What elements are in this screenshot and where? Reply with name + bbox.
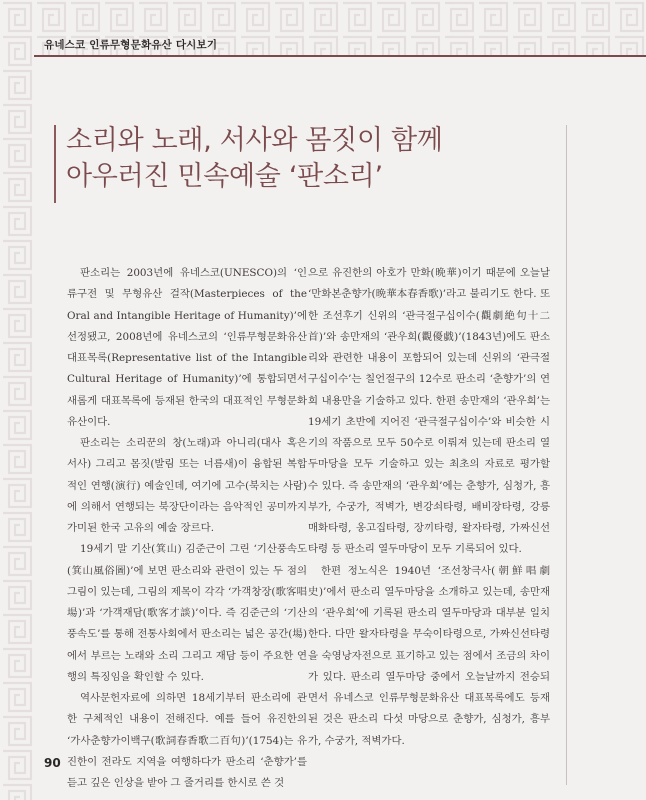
body-column-left	[67, 263, 307, 794]
body-paragraph: 판소리는 2003년에 유네스코(UNESCO)의 ‘인류구전 및 무형유산 걸작(Masterpieces of the Oral and Intangible Heritage of Humanity)’에 선정됐고, 2008년에 유네스코의 ‘인류무형문화유산 대표목록(Representative list of the Intangible Cultural Heritage of Humanity)’에 통합되면서 새롭게 대표목록에 등재된 한국의 대표적인 무형문화유산이다.	[67, 267, 307, 428]
article-title-line-1: 소리와 노래, 서사와 몸짓이 함께	[66, 125, 443, 156]
body-paragraph: 으로 유진한의 아호가 만화(晩華)이기 때문에 오늘날 ‘만화본춘향가(晩華本春香歌)’라고 불리기도 한다. 또한 조선후기 신위의 ‘관극절구십이수(觀劇絶句十二首)’와 송만재의 ‘관우희(觀優戱)’(1843년)에도 판소리와 관련한 내용이 포함되어 있는데 신위의 ‘관극절구십이수’는 칠언절구의 12수로 판소리 ‘춘향가’의 연희 내용만을 기술하고 있다. 한편 송만재의 ‘관우희’는 19세기 초반에 지어진 ‘관극절구십이수’와 비슷한 시기의 작품으로 모두 50수로 이뤄져 있는데 판소리 열두마당을 모두 기술하고 있는 최초의 자료로 평가할 수 있다. 즉 송만재의 ‘관우희’에는 춘향가, 심청가, 흥부가, 수궁가, 적벽가, 변강쇠타령, 배비장타령, 강릉매화타령, 옹고집타령, 장끼타령, 왈자타령, 가짜신선타령 등 판소리 열두마당이 모두 기록되어 있다.	[308, 267, 550, 556]
header-rule	[34, 55, 646, 57]
running-head: 유네스코 인류무형문화유산 다시보기	[44, 39, 218, 51]
column-frame-line	[566, 125, 567, 785]
body-column-right	[308, 263, 550, 752]
body-paragraph: 판소리는 소리꾼의 창(노래)과 아니리(대사 혹은 서사) 그리고 몸짓(발림 또는 너름새)이 융합된 복합적인 연행(演行) 예술인데, 여기에 고수(북치는 사람)에 의해서 연행되는 북장단이라는 음악적인 공미까지 가미된 한국 고유의 예술 장르다.	[67, 437, 307, 534]
body-paragraph: 한편 정노식은 1940년 ‘조선창극사(朝鮮唱劇史)’에서 판소리 열두마당을 소개하고 있는데, 송만재의 ‘관우희’에 기록된 판소리 열두마당과 대부분 일치한다. 다만 왈자타령을 무숙이타령으로, 가짜신선타령을 숙영낭자전으로 표기하고 있는 점에서 조금의 차이가 있다. 판소리 열두마당 중에서 오늘날까지 전승되면서 유네스코 인류무형문화유산 대표목록에도 등재된 것은 판소리 다섯 마당으로 춘향가, 심청가, 흥부가, 수궁가, 적벽가다.	[308, 564, 550, 747]
article-title	[66, 123, 546, 195]
article-title-line-2: 아우러진 민속예술 ‘판소리’	[66, 161, 383, 192]
page-number: 90	[44, 756, 61, 770]
title-accent-bar	[54, 125, 56, 203]
body-paragraph: 19세기 말 기산(箕山) 김준근이 그린 ‘기산풍속도(箕山風俗圖)’에 보면 판소리와 관련이 있는 두 점의 그림이 있는데, 그림의 제목이 각각 ‘가객창장(歌客唱場)’과 ‘가객재담(歌客才談)’이다. 즉 김준근의 ‘기산풍속도’를 통해 전통사회에서 판소리는 넓은 공간(場)에서 부르는 노래와 소리 그리고 재담 등이 주요한 연행의 특징임을 확인할 수 있다.	[67, 543, 307, 683]
body-paragraph: 역사문헌자료에 의하면 18세기부터 판소리에 관한 구체적인 내용이 전해진다. 예를 들어 유진한의 ‘가사춘향가이백구(歌詞春香歌二百句)’(1754)는 유진한이 전라도 지역을 여행하다가 판소리 ‘춘향가’를 듣고 깊은 인상을 받아 그 줄거리를 한시로 쓴 것	[67, 692, 307, 789]
